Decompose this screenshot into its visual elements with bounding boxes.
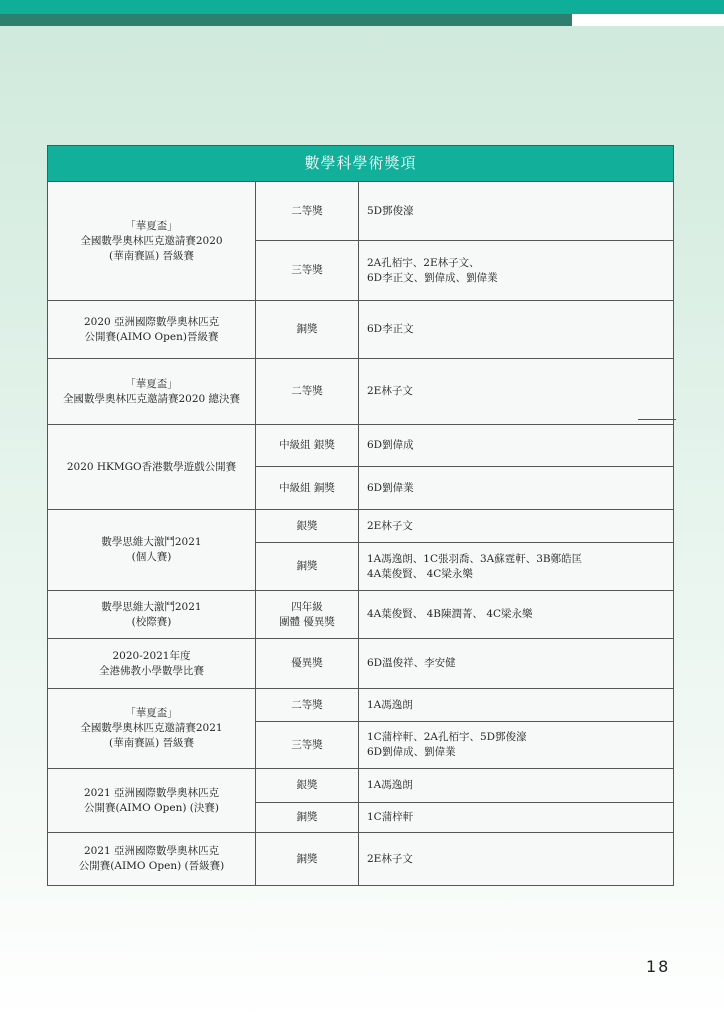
recipients-cell: 2E林子文 <box>359 359 674 425</box>
header-band <box>0 0 724 14</box>
recipients-cell: 6D溫俊祥、李安健 <box>359 639 674 689</box>
competition-cell: 數學思維大激鬥2021 (個人賽) <box>48 510 256 591</box>
competition-cell: 2020 HKMGO香港數學遊戲公開賽 <box>48 425 256 510</box>
award-cell: 三等獎 <box>256 241 359 301</box>
table-row <box>48 359 674 425</box>
award-cell: 銅獎 <box>256 301 359 359</box>
competition-cell: 「華夏盃」 全國數學奧林匹克邀請賽2021 (華南賽區) 晉級賽 <box>48 689 256 769</box>
competition-cell: 2021 亞洲國際數學奧林匹克 公開賽(AIMO Open) (晉級賽) <box>48 833 256 886</box>
recipients-cell: 2E林子文 <box>359 510 674 543</box>
award-cell: 二等獎 <box>256 182 359 241</box>
table-row <box>48 769 674 803</box>
award-cell: 銅獎 <box>256 833 359 886</box>
competition-cell: 數學思維大激鬥2021 (校際賽) <box>48 591 256 639</box>
award-cell: 銅獎 <box>256 803 359 833</box>
award-cell: 二等獎 <box>256 359 359 425</box>
award-cell: 中級組 銅獎 <box>256 467 359 510</box>
header-band-dark <box>0 14 572 26</box>
award-cell: 銅獎 <box>256 543 359 591</box>
page-number: 18 <box>646 957 671 976</box>
table-header-row <box>48 146 674 182</box>
recipients-cell: 1A馮逸朗、1C張羽喬、3A蘇霆軒、3B鄭皓匡 4A葉俊賢、 4C梁永樂 <box>359 543 674 591</box>
award-cell: 三等獎 <box>256 722 359 769</box>
recipients-cell: 2E林子文 <box>359 833 674 886</box>
recipients-cell: 6D劉偉業 <box>359 467 674 510</box>
award-cell: 銀獎 <box>256 769 359 803</box>
recipients-cell: 5D鄧俊濠 <box>359 182 674 241</box>
competition-cell: 2020 亞洲國際數學奧林匹克 公開賽(AIMO Open)晉級賽 <box>48 301 256 359</box>
award-cell: 二等獎 <box>256 689 359 722</box>
award-cell: 四年級 團體 優異獎 <box>256 591 359 639</box>
table-row <box>48 833 674 886</box>
recipients-cell: 1A馮逸朗 <box>359 769 674 803</box>
recipients-cell: 1C蒲梓軒 <box>359 803 674 833</box>
header-band-light <box>572 14 724 26</box>
recipients-cell: 1A馮逸朗 <box>359 689 674 722</box>
recipients-cell: 2A孔栢宇、2E林子文、 6D李正文、劉偉成、劉偉業 <box>359 241 674 301</box>
recipients-cell: 6D劉偉成 <box>359 425 674 467</box>
table-row <box>48 425 674 467</box>
recipients-cell: 6D李正文 <box>359 301 674 359</box>
recipients-cell: 4A葉俊賢、 4B陳潤菁、 4C梁永樂 <box>359 591 674 639</box>
competition-cell: 「華夏盃」 全國數學奧林匹克邀請賽2020 總決賽 <box>48 359 256 425</box>
divider-line <box>638 419 676 420</box>
table-title: 數學科學術獎項 <box>48 146 674 182</box>
table-row <box>48 639 674 689</box>
award-cell: 銀獎 <box>256 510 359 543</box>
recipients-cell: 1C蒲梓軒、2A孔栢宇、5D鄧俊濠 6D劉偉成、劉偉業 <box>359 722 674 769</box>
competition-cell: 「華夏盃」 全國數學奧林匹克邀請賽2020 (華南賽區) 晉級賽 <box>48 182 256 301</box>
table-row <box>48 301 674 359</box>
awards-table <box>47 145 674 886</box>
award-cell: 優異獎 <box>256 639 359 689</box>
competition-cell: 2021 亞洲國際數學奧林匹克 公開賽(AIMO Open) (決賽) <box>48 769 256 833</box>
table-row <box>48 591 674 639</box>
table-row <box>48 689 674 722</box>
award-cell: 中級組 銀獎 <box>256 425 359 467</box>
table-row <box>48 510 674 543</box>
competition-cell: 2020-2021年度 全港佛教小學數學比賽 <box>48 639 256 689</box>
table-row <box>48 182 674 241</box>
